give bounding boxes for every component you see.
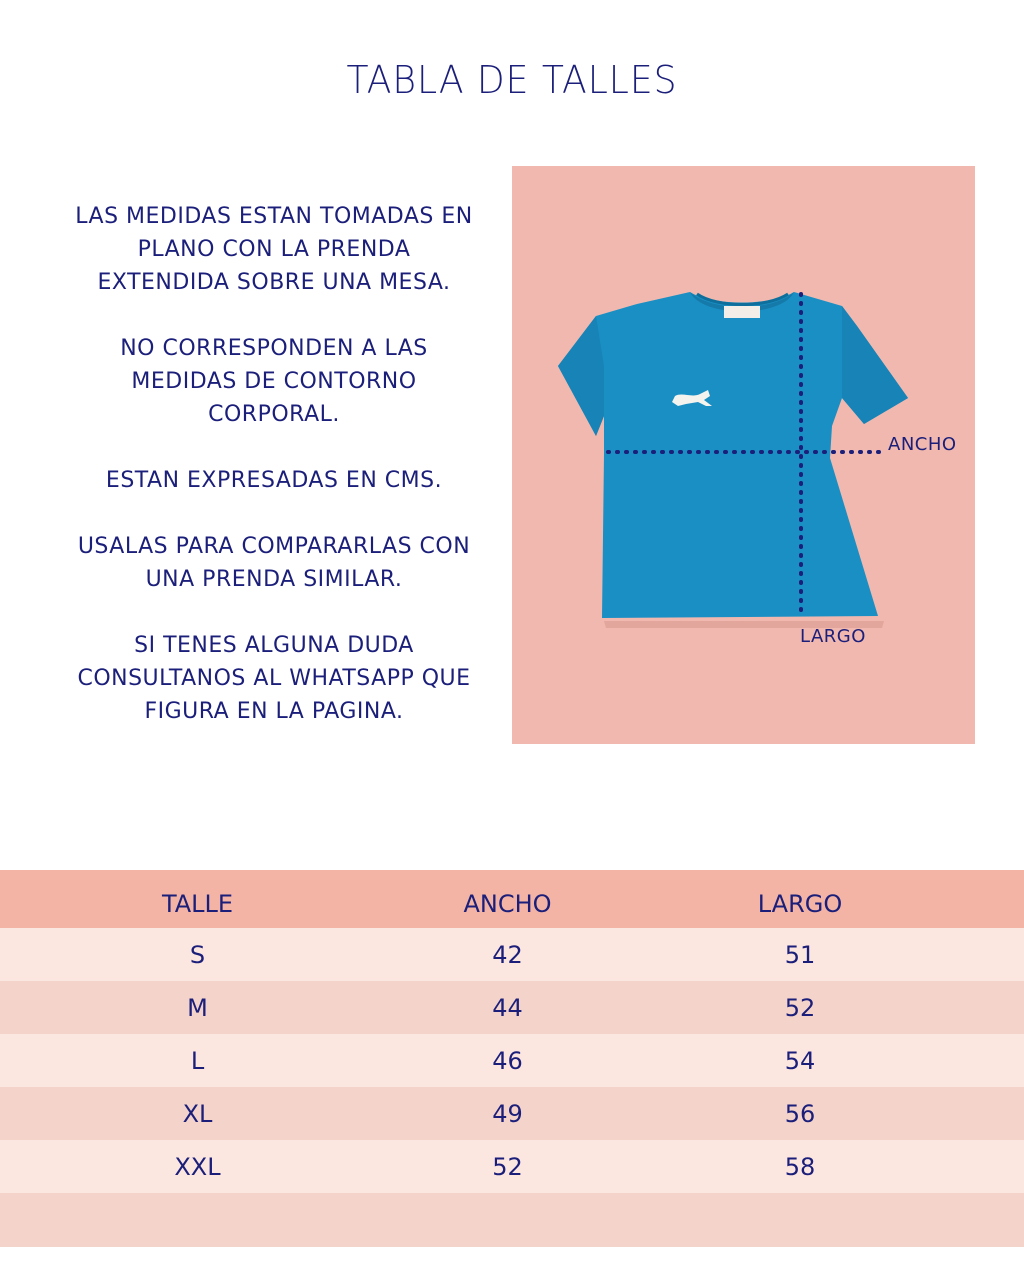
- tshirt-illustration: [512, 166, 975, 744]
- header-talle: TALLE: [161, 890, 234, 918]
- table-footer-row: [0, 1193, 1024, 1247]
- cell-talle: L: [190, 1046, 205, 1075]
- table-row: [0, 1087, 1024, 1140]
- note-5: SI TENES ALGUNA DUDA CONSULTANOS AL WHATSAPP QUE FIGURA EN LA PAGINA.: [77, 633, 471, 724]
- table-row: [0, 928, 1024, 981]
- note-3: ESTAN EXPRESADAS EN CMS.: [105, 468, 443, 493]
- cell-talle: M: [187, 993, 208, 1022]
- cell-ancho: 49: [492, 1099, 523, 1128]
- cell-ancho: 44: [492, 993, 523, 1022]
- largo-label: LARGO: [800, 626, 866, 647]
- tshirt-photo: [512, 166, 975, 744]
- cell-talle: S: [189, 940, 206, 969]
- note-4: USALAS PARA COMPARARLAS CON UNA PRENDA SIMILAR.: [77, 534, 471, 592]
- cell-largo: 56: [784, 1099, 816, 1128]
- measurement-notes: [74, 200, 474, 761]
- table-header-row: [0, 870, 1024, 928]
- neck-label: [724, 306, 760, 318]
- header-largo: LARGO: [757, 890, 843, 918]
- cell-ancho: 42: [492, 940, 523, 969]
- table-row: [0, 1140, 1024, 1193]
- cell-ancho: 46: [492, 1046, 523, 1075]
- table-row: [0, 1034, 1024, 1087]
- cell-ancho: 52: [492, 1152, 523, 1181]
- ancho-label: ANCHO: [888, 434, 957, 455]
- header-ancho: ANCHO: [463, 890, 552, 918]
- cell-talle: XXL: [174, 1152, 221, 1181]
- cell-talle: XL: [182, 1099, 213, 1128]
- note-1: LAS MEDIDAS ESTAN TOMADAS EN PLANO CON LA PRENDA EXTENDIDA SOBRE UNA MESA.: [75, 204, 473, 295]
- table-row: [0, 981, 1024, 1034]
- cell-largo: 52: [784, 993, 816, 1022]
- cell-largo: 54: [784, 1046, 816, 1075]
- size-table: [0, 870, 1024, 1247]
- page-title: TABLA DE TALLES: [346, 58, 678, 102]
- note-2: NO CORRESPONDEN A LAS MEDIDAS DE CONTORNO CORPORAL.: [120, 336, 428, 427]
- cell-largo: 58: [784, 1152, 816, 1181]
- cell-largo: 51: [784, 940, 816, 969]
